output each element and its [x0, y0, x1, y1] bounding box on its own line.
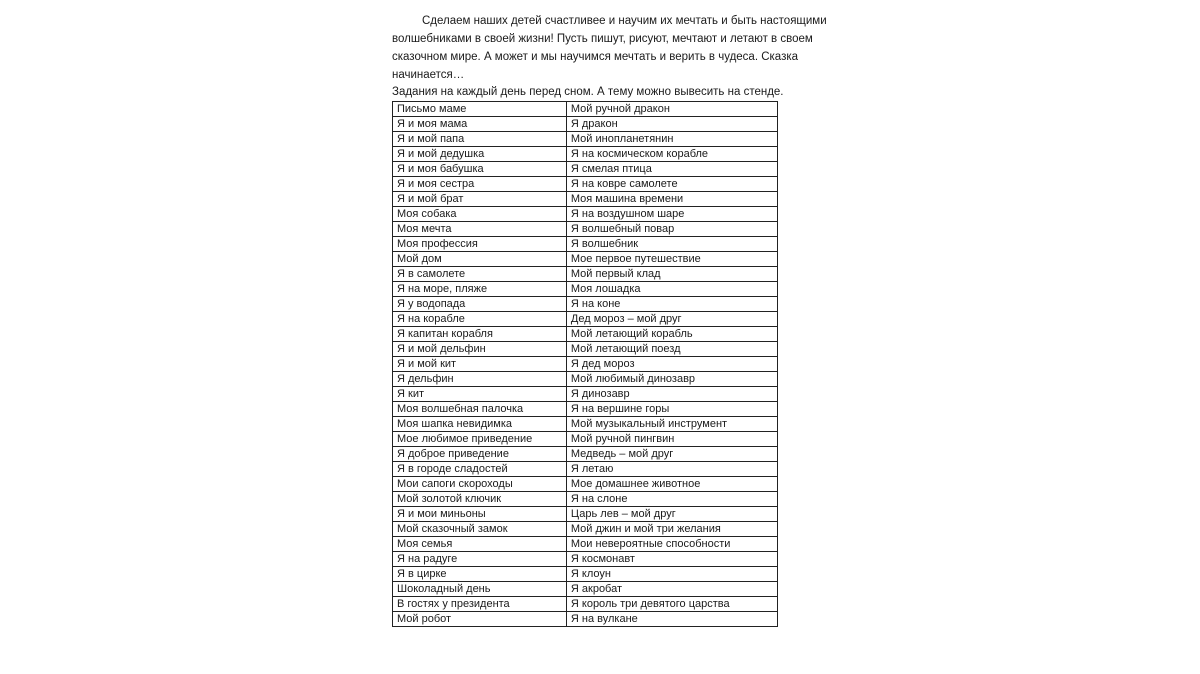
table-row	[393, 342, 778, 357]
table-cell-right: Мои невероятные способности	[566, 537, 777, 552]
table-row	[393, 612, 778, 627]
table-row	[393, 372, 778, 387]
table-cell-right: Я дед мороз	[566, 357, 777, 372]
table-cell-right: Я динозавр	[566, 387, 777, 402]
table-cell-left: Мой золотой ключик	[393, 492, 567, 507]
table-cell-right: Я на вулкане	[566, 612, 777, 627]
tasks-heading: Задания на каждый день перед сном. А тему можно вывесить на стенде.	[392, 86, 784, 98]
table-row	[393, 162, 778, 177]
table-cell-left: Моя семья	[393, 537, 567, 552]
table-row	[393, 267, 778, 282]
table-row	[393, 522, 778, 537]
table-cell-right: Дед мороз – мой друг	[566, 312, 777, 327]
table-cell-right: Моя машина времени	[566, 192, 777, 207]
table-row	[393, 192, 778, 207]
table-cell-right: Я летаю	[566, 462, 777, 477]
table-cell-right: Мое первое путешествие	[566, 252, 777, 267]
table-cell-left: Я и мой дельфин	[393, 342, 567, 357]
table-row	[393, 327, 778, 342]
table-cell-left: Моя шапка невидимка	[393, 417, 567, 432]
table-cell-left: Шоколадный день	[393, 582, 567, 597]
table-row	[393, 492, 778, 507]
table-row	[393, 387, 778, 402]
table-cell-left: Мое любимое приведение	[393, 432, 567, 447]
table-cell-left: Я на корабле	[393, 312, 567, 327]
table-row	[393, 147, 778, 162]
table-cell-left: Моя мечта	[393, 222, 567, 237]
table-cell-left: Я и мои миньоны	[393, 507, 567, 522]
table-row	[393, 462, 778, 477]
table-cell-left: Моя собака	[393, 207, 567, 222]
table-cell-right: Я на космическом корабле	[566, 147, 777, 162]
table-cell-left: Я кит	[393, 387, 567, 402]
table-cell-left: Я и мой кит	[393, 357, 567, 372]
table-row	[393, 537, 778, 552]
table-cell-right: Мой ручной дракон	[566, 102, 777, 117]
table-row	[393, 447, 778, 462]
table-cell-right: Царь лев – мой друг	[566, 507, 777, 522]
table-cell-right: Я клоун	[566, 567, 777, 582]
table-cell-right: Я на слоне	[566, 492, 777, 507]
table-row	[393, 402, 778, 417]
table-row	[393, 177, 778, 192]
table-row	[393, 582, 778, 597]
table-cell-right: Я смелая птица	[566, 162, 777, 177]
table-row	[393, 597, 778, 612]
table-cell-left: Я и мой брат	[393, 192, 567, 207]
table-cell-right: Я на коне	[566, 297, 777, 312]
table-cell-right: Мой первый клад	[566, 267, 777, 282]
table-cell-left: Мой робот	[393, 612, 567, 627]
topics-table-body	[393, 102, 778, 627]
table-cell-right: Мой летающий корабль	[566, 327, 777, 342]
table-row	[393, 117, 778, 132]
table-cell-right: Мой джин и мой три желания	[566, 522, 777, 537]
table-row	[393, 507, 778, 522]
intro-text: Сделаем наших детей счастливее и научим их мечтать и быть настоящими волшебниками в своей жизни! Пусть пишут, рисуют, мечтают и летают в своем сказочном мире. А может и мы научимся мечтать и верить в чудеса. Сказка начинается…	[392, 15, 827, 81]
table-cell-left: Мой дом	[393, 252, 567, 267]
table-cell-left: В гостях у президента	[393, 597, 567, 612]
table-cell-left: Я на море, пляже	[393, 282, 567, 297]
table-row	[393, 252, 778, 267]
table-cell-right: Мой ручной пингвин	[566, 432, 777, 447]
table-row	[393, 477, 778, 492]
table-cell-right: Медведь – мой друг	[566, 447, 777, 462]
table-cell-left: Я в городе сладостей	[393, 462, 567, 477]
table-cell-left: Я и моя мама	[393, 117, 567, 132]
table-row	[393, 357, 778, 372]
table-cell-left: Я дельфин	[393, 372, 567, 387]
table-row	[393, 102, 778, 117]
table-cell-left: Я и моя бабушка	[393, 162, 567, 177]
topics-table	[392, 101, 778, 627]
table-cell-right: Я акробат	[566, 582, 777, 597]
table-cell-left: Я в самолете	[393, 267, 567, 282]
table-cell-left: Я у водопада	[393, 297, 567, 312]
table-cell-left: Мои сапоги скороходы	[393, 477, 567, 492]
table-cell-left: Я и моя сестра	[393, 177, 567, 192]
table-cell-left: Моя профессия	[393, 237, 567, 252]
table-cell-right: Мой музыкальный инструмент	[566, 417, 777, 432]
table-cell-left: Я капитан корабля	[393, 327, 567, 342]
table-row	[393, 207, 778, 222]
table-cell-right: Я дракон	[566, 117, 777, 132]
table-cell-right: Я на ковре самолете	[566, 177, 777, 192]
table-cell-right: Я волшебник	[566, 237, 777, 252]
table-cell-left: Я в цирке	[393, 567, 567, 582]
table-cell-left: Я на радуге	[393, 552, 567, 567]
table-cell-right: Мой инопланетянин	[566, 132, 777, 147]
intro-paragraph	[392, 12, 832, 84]
table-row	[393, 432, 778, 447]
table-row	[393, 552, 778, 567]
table-cell-left: Я и мой папа	[393, 132, 567, 147]
table-cell-right: Мое домашнее животное	[566, 477, 777, 492]
table-cell-left: Моя волшебная палочка	[393, 402, 567, 417]
table-row	[393, 132, 778, 147]
table-row	[393, 297, 778, 312]
table-row	[393, 282, 778, 297]
document-page	[392, 12, 832, 627]
table-cell-left: Я и мой дедушка	[393, 147, 567, 162]
table-cell-right: Я волшебный повар	[566, 222, 777, 237]
table-row	[393, 417, 778, 432]
table-cell-right: Мой любимый динозавр	[566, 372, 777, 387]
table-row	[393, 222, 778, 237]
table-cell-right: Я король три девятого царства	[566, 597, 777, 612]
table-cell-right: Я на вершине горы	[566, 402, 777, 417]
table-cell-left: Письмо маме	[393, 102, 567, 117]
table-row	[393, 237, 778, 252]
table-cell-left: Мой сказочный замок	[393, 522, 567, 537]
table-cell-right: Моя лошадка	[566, 282, 777, 297]
table-row	[393, 567, 778, 582]
table-cell-right: Я космонавт	[566, 552, 777, 567]
table-cell-right: Я на воздушном шаре	[566, 207, 777, 222]
table-row	[393, 312, 778, 327]
table-cell-right: Мой летающий поезд	[566, 342, 777, 357]
table-cell-left: Я доброе приведение	[393, 447, 567, 462]
